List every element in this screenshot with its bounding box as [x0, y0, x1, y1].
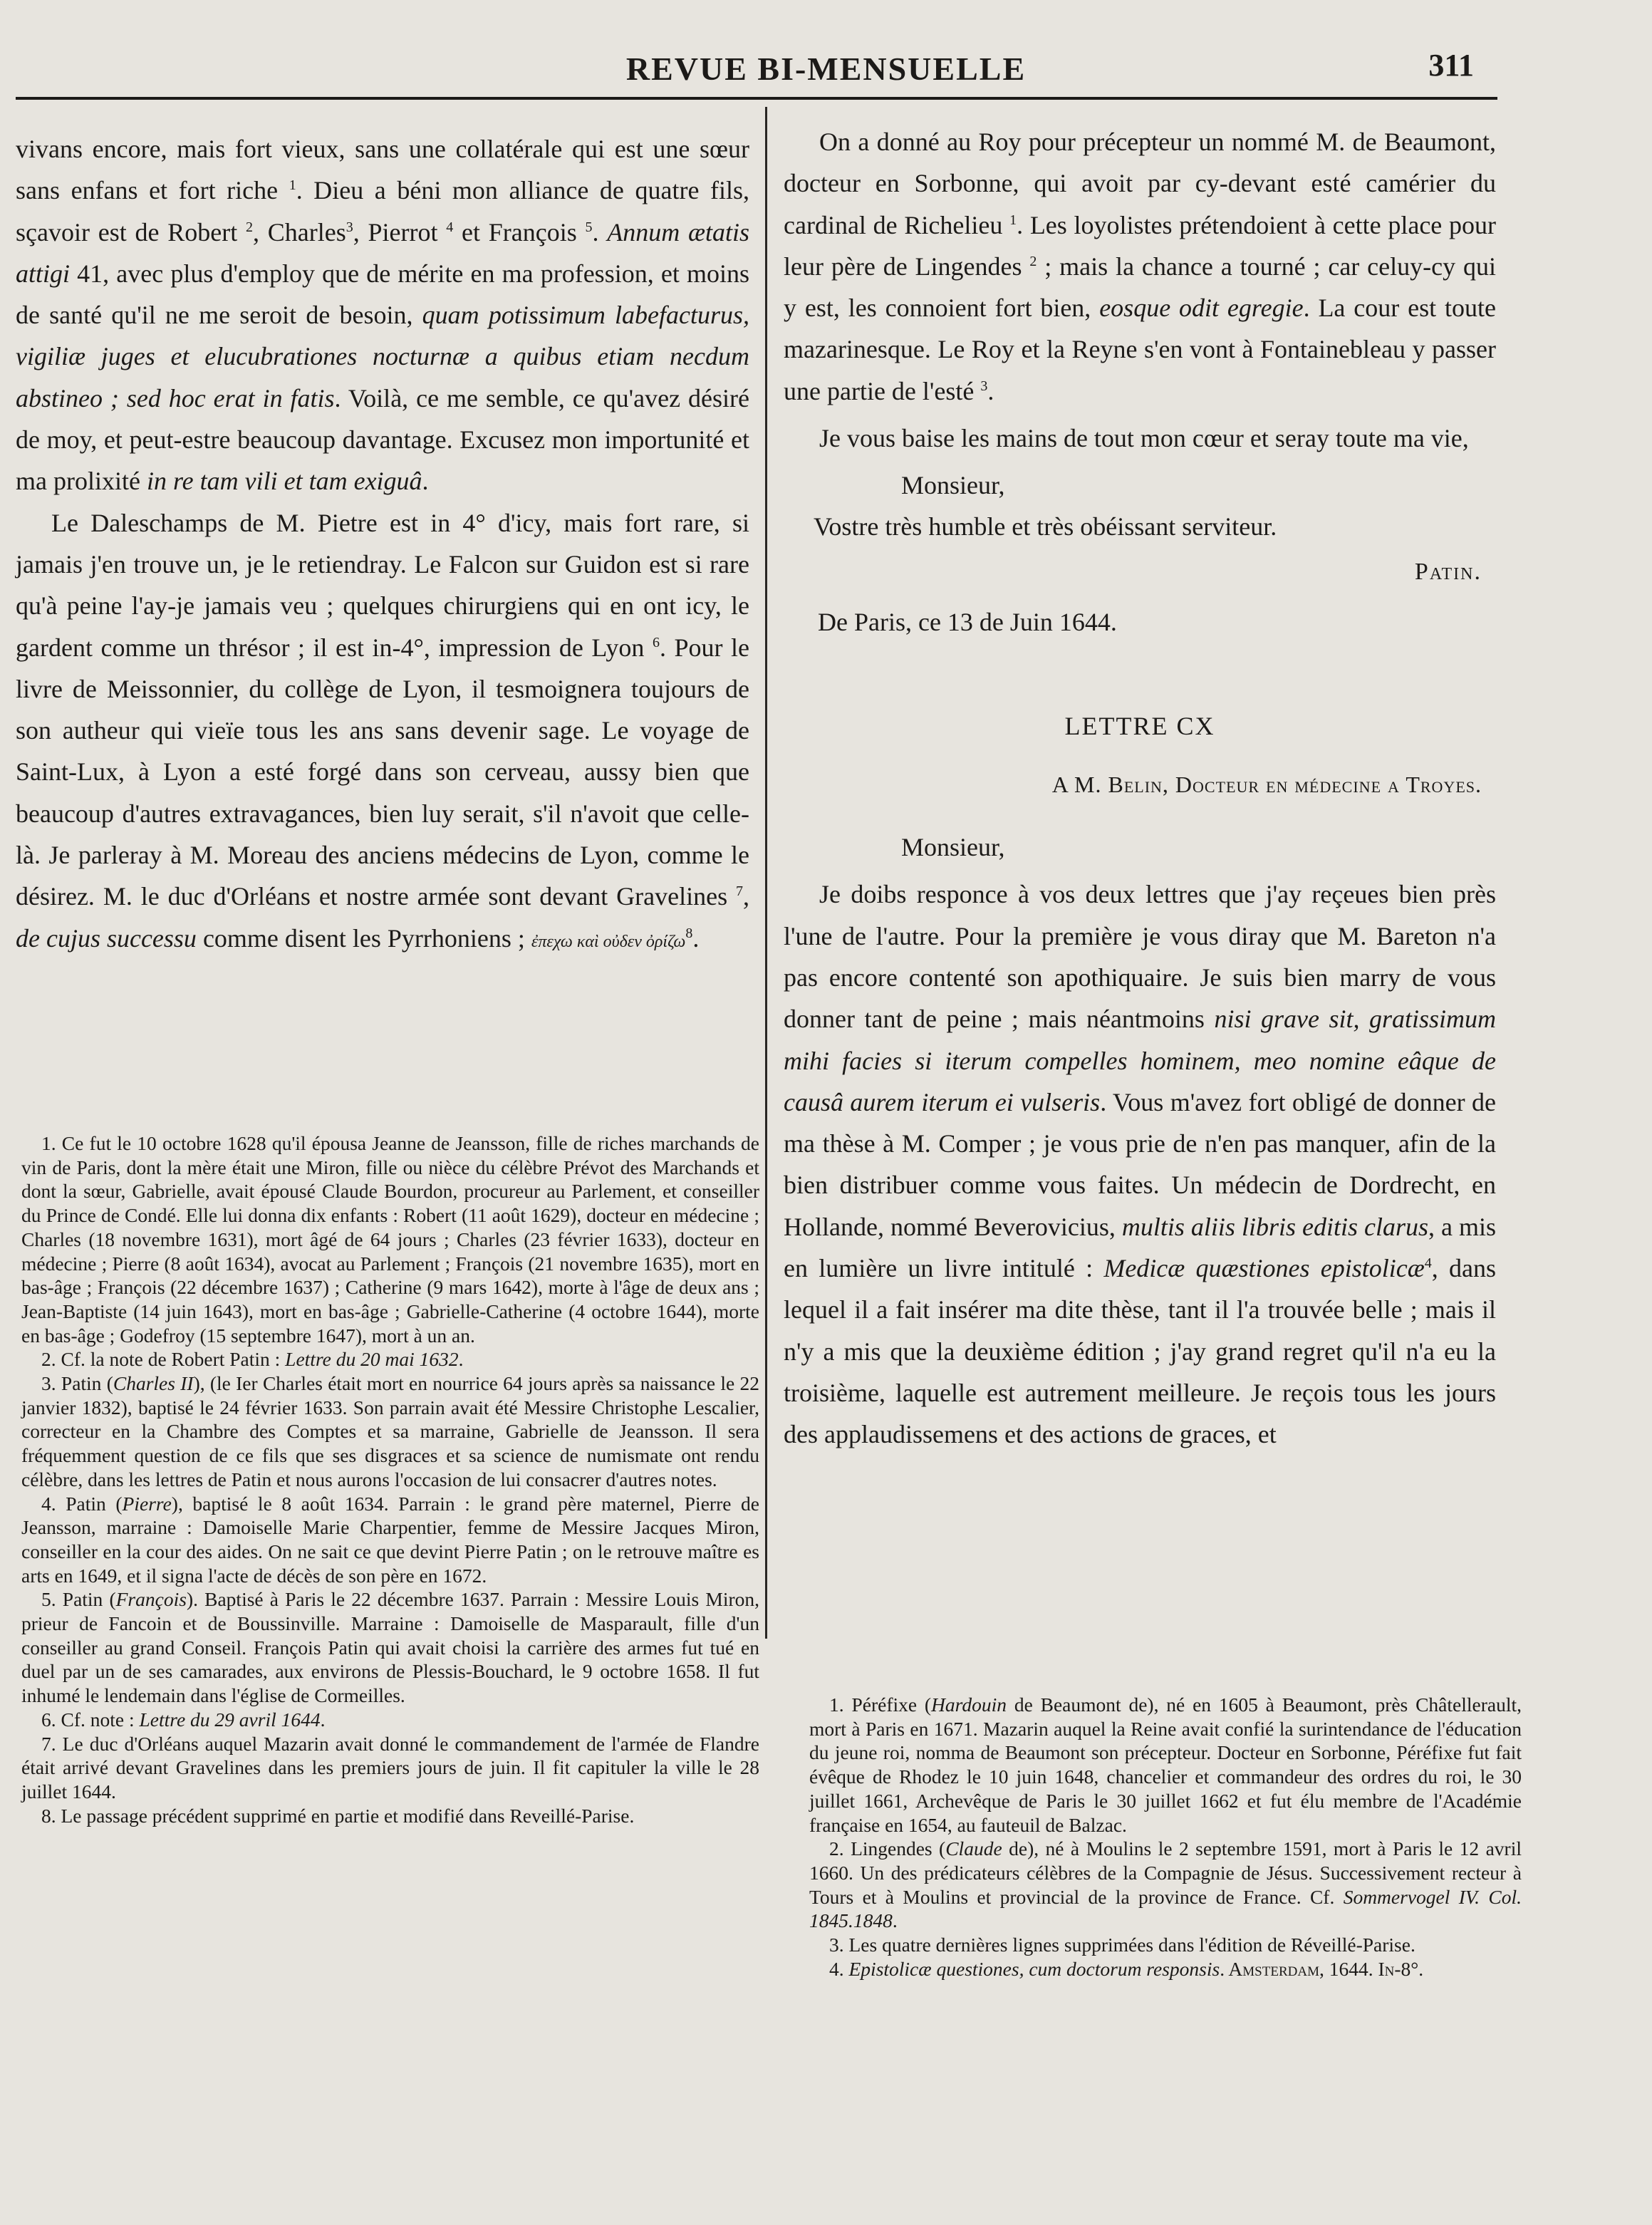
footnote: 2. Cf. la note de Robert Patin : Lettre du 20 mai 1632. [41, 1348, 464, 1371]
right-paragraph-1: On a donné au Roy pour précepteur un nommé M. de Beaumont, docteur en Sorbonne, qui avoit par cy-devant esté camérier du cardinal de Richelieu $^1$. Les loyolistes prétendoient à cette place pour leur père de Lingendes $^2$ ; mais la chance a tourné ; car celuy-cy qui y est, les connoient fort bien, eosque odit egregie. La cour est toute mazarinesque. Le Roy et la Reyne s'en vont à Fontainebleau y passer une partie de l'esté $^3$. [784, 128, 1496, 405]
footnotes-right [809, 1693, 1522, 1981]
salutation-2: Monsieur, [901, 833, 1005, 862]
page-number: 311 [1428, 48, 1474, 83]
footnote: 7. Le duc d'Orléans auquel Mazarin avait donné le commandement de l'armée de Flandre était arrivé devant Gravelines dans les premiers jours de juin. Il fit capituler la ville le 28 juillet 1644. [21, 1732, 759, 1803]
footnote-ref: 2 [245, 219, 253, 235]
footnote-ref: 5 [585, 219, 593, 235]
right-column [784, 121, 1496, 1456]
header-rule [16, 97, 1497, 100]
letter-date: De Paris, ce 13 de Juin 1644. [818, 608, 1117, 637]
closing-formula: Vostre très humble et très obéissant serviteur. [814, 512, 1277, 541]
salutation: Monsieur, [901, 471, 1005, 500]
footnote-ref: 3 [346, 219, 353, 235]
left-paragraph-2: Le Daleschamps de M. Pietre est in 4° d'icy, mais fort rare, si jamais j'en trouve un, je le retiendray. Le Falcon sur Guidon est si rare qu'à peine l'ay-je jamais veu ; quelques chirurgiens qui en ont icy, le gardent comme un thrésor ; il est in-4°, impression de Lyon $^6$. Pour le livre de Meissonnier, du collège de Lyon, il tesmoignera toujours de son autheur qui vieïe tous les ans sans devenir sage. Le voyage de Saint-Lux, à Lyon a esté forgé dans son cerveau, aussy bien que beaucoup d'autres extravagances, bien luy serait, s'il n'avoit que celle-là. Je parleray à M. Moreau des anciens médecins de Lyon, comme le désirez. M. le duc d'Orléans et nostre armée sont devant Gravelines $^7$, de cujus successu comme disent les Pyrrhoniens ; ἐπεχω καὶ οὐδεν ὀρίζω$^8$. [16, 508, 749, 953]
footnote: 8. Le passage précédent supprimé en partie et modifié dans Reveillé-Parise. [41, 1804, 635, 1827]
footnote-ref: 4 [446, 219, 454, 235]
footnote: 3. Patin (Charles II), (le Ier Charles était mort en nourrice 64 jours après sa naissance le 22 janvier 1832), baptisé le 24 février 1633. Son parrain avait été Messire Christophe Lescalier, correcteur en la Chambre des Comptes et sa marraine, Gabrielle de Jeansson. Il sera fréquemment question de ce fils que ses disgraces et sa science de numismate ont rendu célèbre, dans les lettres de Patin et nous aurons l'occasion de lui consacrer d'autres notes. [21, 1372, 759, 1490]
signature: Patin. [1414, 559, 1482, 586]
footnote: 2. Lingendes (Claude de), né à Moulins le 2 septembre 1591, mort à Paris le 12 avril 1660. Un des prédicateurs célèbres de la Compagnie de Jésus. Successivement recteur à Tours et à Moulins et provincial de la province de France. Cf. Sommervogel IV. Col. 1845.1848. [809, 1837, 1522, 1932]
addressee: A M. Belin, Docteur en médecine a Troyes. [1051, 772, 1482, 798]
footnotes-left [21, 1131, 759, 1827]
footnote-ref: 1 [1009, 212, 1017, 228]
footnote-ref: 2 [1029, 253, 1037, 269]
letter-title: LETTRE CX [1064, 712, 1215, 741]
page-header [0, 44, 1652, 101]
footnote-ref: 8 [685, 925, 693, 941]
footnote: 4. Epistolicæ questiones, cum doctorum responsis. Amsterdam, 1644. In-8°. [829, 1957, 1424, 1980]
footnote: 4. Patin (Pierre), baptisé le 8 août 1634. Parrain : le grand père maternel, Pierre de Jeansson, marraine : Damoiselle Marie Charpentier, femme de Messire Jacques Miron, conseiller en la cour des aides. On ne sait ce que devint Pierre Patin ; on le retrouve maître es arts en 1649, et il signa l'acte de décès de son père en 1672. [21, 1492, 759, 1587]
footnote-ref: 4 [1424, 1255, 1432, 1272]
footnote: 5. Patin (François). Baptisé à Paris le 22 décembre 1637. Parrain : Messire Louis Miron, prieur de Fancoin et de Boussinville. Marraine : Damoiselle de Masparault, fille d'un conseiller au grand Conseil. François Patin qui avait choisi la carrière des armes fut tué en duel par un de ses camarades, aux environs de Plessis-Bouchard, le 9 octobre 1658. Il fut inhumé le lendemain dans l'église de Cormeilles. [21, 1588, 759, 1707]
running-head: REVUE BI-MENSUELLE [625, 51, 1027, 87]
footnote-ref: 3 [980, 378, 988, 394]
right-paragraph-2: Je vous baise les mains de tout mon cœur et seray toute ma vie, [819, 424, 1469, 453]
footnote: 6. Cf. note : Lettre du 29 avril 1644. [41, 1708, 326, 1731]
footnote-ref: 1 [289, 177, 296, 194]
left-paragraph-1: vivans encore, mais fort vieux, sans une collatérale qui est une sœur sans enfans et fort riche $^1$. Dieu a béni mon alliance de quatre fils, sçavoir est de Robert $^2$, Charles$^3$, Pierrot $^4$ et François $^5$. Annum ætatis attigi 41, avec plus d'employ que de mérite en ma profession, et moins de santé qu'il ne me seroit de besoin, quam potissimum labefacturus, vigiliæ juges et elucubrationes nocturnæ a quibus etiam necdum abstineo ; sed hoc erat in fatis. Voilà, ce me semble, ce qu'avez désiré de moy, et peut-estre beaucoup davantage. Excusez mon importunité et ma prolixité in re tam vili et tam exiguâ. [16, 135, 750, 496]
footnote: 1. Péréfixe (Hardouin de Beaumont de), né en 1605 à Beaumont, près Châtellerault, mort à Paris en 1671. Mazarin auquel la Reine avait confié la surintendance de l'éducation du jeune roi, nomma de Beaumont son précepteur. Docteur en Sorbonne, Péréfixe fut fait évêque de Rhodez le 10 juin 1648, chancelier et commandeur des ordres du roi, le 30 juillet 1661, Archevêque de Paris le 30 juillet 1662 et fut élu membre de l'Académie française en 1654, au fauteuil de Balzac. [809, 1694, 1522, 1836]
footnote-ref: 7 [736, 883, 743, 900]
column-divider [765, 107, 767, 1639]
footnote-ref: 6 [652, 634, 660, 650]
footnote: 3. Les quatre dernières lignes supprimées dans l'édition de Réveillé-Parise. [829, 1934, 1415, 1956]
left-column [16, 128, 749, 963]
greek-phrase: ἐπεχω καὶ οὐδεν ὀρίζω [531, 932, 686, 951]
footnote: 1. Ce fut le 10 octobre 1628 qu'il épousa Jeanne de Jeansson, fille de riches marchands de vin de Paris, dont la mère était une Miron, fille ou nièce du célèbre Prévot des Marchands et dont la sœur, Gabrielle, avait épousé Claude Bourdon, procureur au Parlement, et conseiller du Prince de Condé. Elle lui donna dix enfants : Robert (11 août 1629), docteur en médecine ; Charles (18 novembre 1631), mort âgé de 64 jours ; Charles (23 février 1633), docteur en médecine ; Pierre (8 août 1634), avocat au Parlement ; François (21 novembre 1635), mort en bas-âge ; François (22 décembre 1637) ; Catherine (9 mars 1642), morte à l'âge de deux ans ; Jean-Baptiste (14 juin 1643), mort en bas-âge ; Gabrielle-Catherine (4 octobre 1644), morte en bas-âge ; Godefroy (15 septembre 1647), mort à un an. [21, 1132, 759, 1347]
right-paragraph-3: Je doibs responce à vos deux lettres que j'ay reçeues bien près l'une de l'autre. Pour la première je vous diray que M. Bareton n'a pas encore contenté son apothiquaire. Je suis bien marry de vous donner tant de peine ; mais néantmoins nisi grave sit, gratissimum mihi facies si iterum compelles hominem, meo nomine eâque de causâ aurem iterum ei vulseris. Vous m'avez fort obligé de donner de ma thèse à M. Comper ; je vous prie de n'en pas manquer, afin de la bien distribuer comme vous faites. Un médecin de Dordrecht, en Hollande, nommé Beverovicius, multis aliis libris editis clarus, a mis en lumière un livre intitulé : Medicæ quæstiones epistolicæ$^4$, dans lequel il a fait insérer ma dite thèse, tant il l'a trouvée belle ; mais il n'y a mis que la deuxième édition ; j'ay grand regret qu'il n'a eu la troisième, laquelle est autrement meilleure. Je reçois tous les jours des applaudissemens et des actions de graces, et [784, 880, 1496, 1449]
